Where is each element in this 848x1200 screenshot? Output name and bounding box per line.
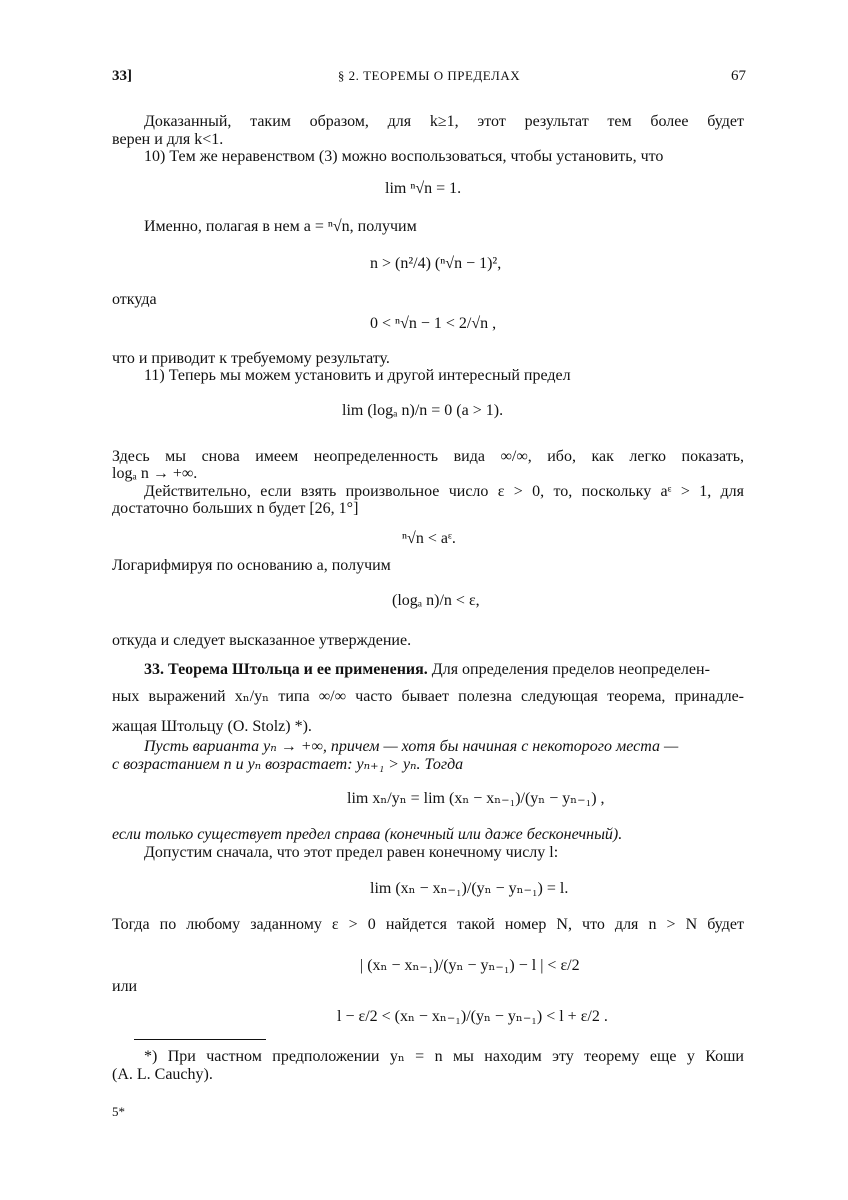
text-line: ных выражений xₙ/yₙ типа ∞/∞ часто бывает полезна следующая теорема, принадле- [112,688,744,705]
signature-mark: 5* [112,1104,125,1119]
text-line: Доказанный, таким образом, для k≥1, этот результат тем более будет [144,113,744,130]
text-line: Именно, полагая в нем a = ⁿ√n, получим [144,218,417,235]
text-line: жащая Штольцу (O. Stolz) *). [112,718,312,735]
formula-root-power: ⁿ√n < aᵋ. [402,530,456,547]
footnote-line: *) При частном предположении yₙ = n мы находим эту теорему еще у Коши [144,1048,744,1065]
formula-log-epsilon: (logₐ n)/n < ε, [392,592,480,609]
page-number: 67 [731,68,746,84]
text-line: Допустим сначала, что этот предел равен конечному числу l: [144,844,559,861]
formula-double-bound: l − ε/2 < (xₙ − xₙ₋₁)/(yₙ − yₙ₋₁) < l + ε/2 . [337,1008,608,1025]
theorem-statement-line: Пусть варианта yₙ → +∞, причем — хотя бы начиная с некоторого места — [144,738,679,755]
text-line: откуда и следует высказанное утверждение. [112,632,412,649]
formula-log-limit: lim (logₐ n)/n = 0 (a > 1). [342,402,504,419]
text-line: Действительно, если взять произвольное число ε > 0, то, поскольку aᵋ > 1, для [144,483,744,500]
text-line: или [112,978,138,995]
theorem-heading-line [144,661,744,679]
text-line: 11) Теперь мы можем установить и другой интересный предел [144,367,571,384]
text-line: что и приводит к требуемому результату. [112,350,390,367]
footnote-line: (A. L. Cauchy). [112,1066,213,1083]
text-line: верен и для k<1. [112,131,224,148]
text-line: Здесь мы снова имеем неопределенность вида ∞/∞, ибо, как легко показать, [112,448,744,465]
text-line: откуда [112,291,157,308]
theorem-statement-line: с возрастанием n и yₙ возрастает: yₙ₊₁ > yₙ. Тогда [112,756,464,773]
section-number: 33] [112,68,132,84]
theorem-heading: 33. Теорема Штольца и ее применения. [144,661,428,678]
formula-limit-l: lim (xₙ − xₙ₋₁)/(yₙ − yₙ₋₁) = l. [370,880,569,897]
footnote-rule [134,1039,266,1040]
text-line: достаточно больших n будет [26, 1°] [112,500,359,517]
formula-inequality: n > (n²/4) (ⁿ√n − 1)², [370,255,502,272]
formula-limit-root: lim ⁿ√n = 1. [385,180,462,197]
text-line: Логарифмируя по основанию a, получим [112,557,391,574]
header-title: § 2. ТЕОРЕМЫ О ПРЕДЕЛАХ [337,68,521,83]
formula-abs-bound: | (xₙ − xₙ₋₁)/(yₙ − yₙ₋₁) − l | < ε/2 [360,957,580,974]
text-line: Тогда по любому заданному ε > 0 найдется такой номер N, что для n > N будет [112,916,744,933]
text-line: Для определения пределов неопределен- [431,661,710,678]
formula-stolz: lim xₙ/yₙ = lim (xₙ − xₙ₋₁)/(yₙ − yₙ₋₁) , [347,790,605,807]
running-header [112,68,746,90]
text-line: 10) Тем же неравенством (3) можно воспользоваться, чтобы установить, что [144,148,664,165]
text-line: logₐ n → +∞. [112,465,198,482]
formula-bound: 0 < ⁿ√n − 1 < 2/√n , [370,315,497,332]
theorem-condition: если только существует предел справа (конечный или даже бесконечный). [112,826,623,843]
